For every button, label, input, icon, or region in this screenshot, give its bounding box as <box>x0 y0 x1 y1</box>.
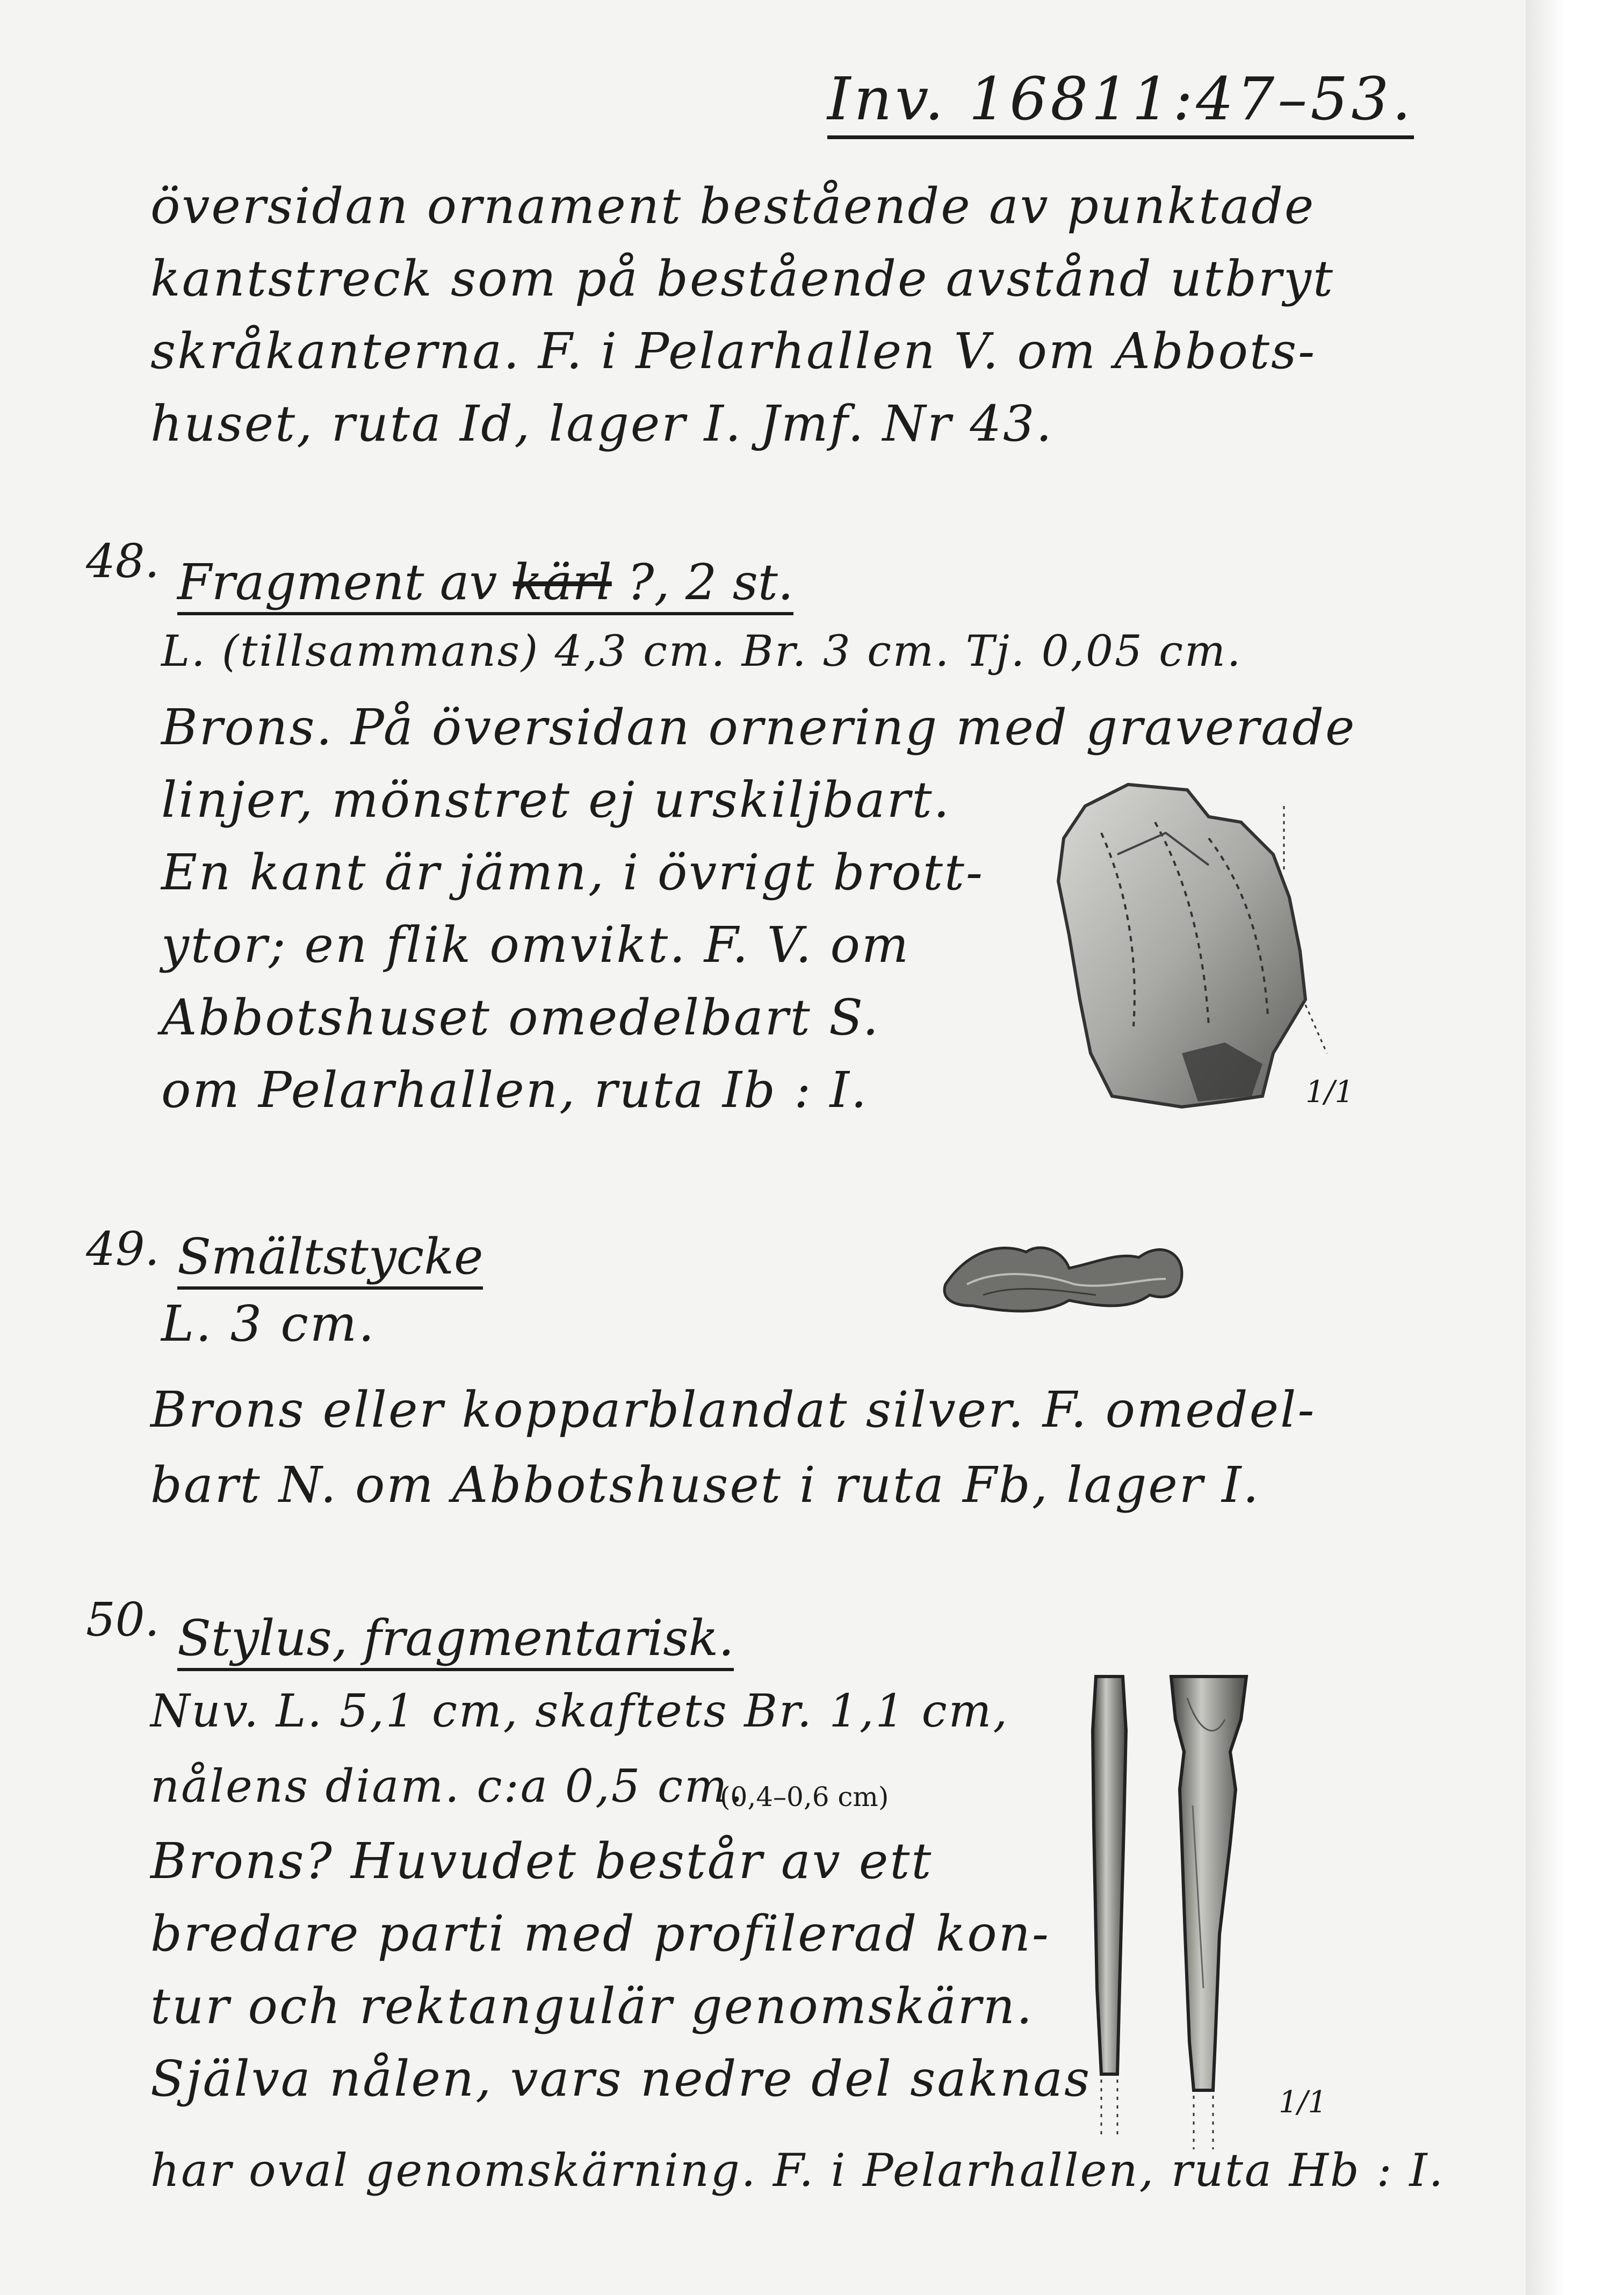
intro-line: kantstreck som på bestående avstånd utbryt <box>150 250 1334 307</box>
entry-line: L. (tillsammans) 4,3 cm. Br. 3 cm. Tj. 0,05 cm. <box>161 626 1243 676</box>
entry-line: linjer, mönstret ej urskiljbart. <box>161 771 951 829</box>
entry-number: 49. <box>86 1222 160 1276</box>
entry-line: En kant är jämn, i övrigt brott- <box>161 844 984 901</box>
entry-line: Brons. På översidan ornering med graverade <box>161 699 1356 756</box>
scale-label: 1/1 <box>1305 1075 1354 1110</box>
entry-line: Själva nålen, vars nedre del saknas <box>150 2050 1092 2107</box>
entry-number: 48. <box>86 535 160 588</box>
page-edge <box>1526 0 1624 2295</box>
entry-title-text: Fragment av <box>177 553 513 611</box>
entry-line: ytor; en flik omvikt. F. V. om <box>161 916 911 974</box>
entry-line: nålens diam. c:a 0,5 cm. <box>150 1760 745 1812</box>
intro-line: översidan ornament bestående av punktade <box>150 177 1316 235</box>
entry-title: Smältstycke <box>177 1228 483 1290</box>
inventory-number: Inv. 16811:47–53. <box>827 64 1414 139</box>
entry-line: bredare parti med profilerad kon- <box>150 1905 1050 1962</box>
entry-line: om Pelarhallen, ruta Ib : I. <box>161 1061 869 1119</box>
entry-title <box>177 553 793 615</box>
intro-line: huset, ruta Id, lager I. Jmf. Nr 43. <box>150 395 1053 452</box>
diameter-range-note: (0,4–0,6 cm) <box>720 1781 889 1812</box>
entry-line: Brons? Huvudet består av ett <box>150 1832 933 1890</box>
scale-label: 1/1 <box>1279 2085 1327 2120</box>
entry-number: 50. <box>86 1593 160 1647</box>
stylus-sketch <box>1074 1666 1300 2160</box>
entry-line: L. 3 cm. <box>161 1295 376 1352</box>
entry-line: tur och rektangulär genomskärn. <box>150 1977 1034 2035</box>
entry-line: Abbotshuset omedelbart S. <box>161 989 880 1046</box>
entry-line: bart N. om Abbotshuset i ruta Fb, lager I. <box>150 1456 1260 1514</box>
entry-title-struck: kärl <box>513 553 612 611</box>
entry-title-text: ?, 2 st. <box>611 553 794 611</box>
entry-line: har oval genomskärning. F. i Pelarhallen, ruta Hb : I. <box>150 2144 1445 2197</box>
intro-line: skråkanterna. F. i Pelarhallen V. om Abbots- <box>150 322 1317 380</box>
entry-line: Nuv. L. 5,1 cm, skaftets Br. 1,1 cm, <box>150 1685 1009 1737</box>
entry-line: Brons eller kopparblandat silver. F. omedel- <box>150 1381 1316 1438</box>
melt-lump-sketch <box>935 1220 1193 1327</box>
entry-title: Stylus, fragmentarisk. <box>177 1609 734 1671</box>
